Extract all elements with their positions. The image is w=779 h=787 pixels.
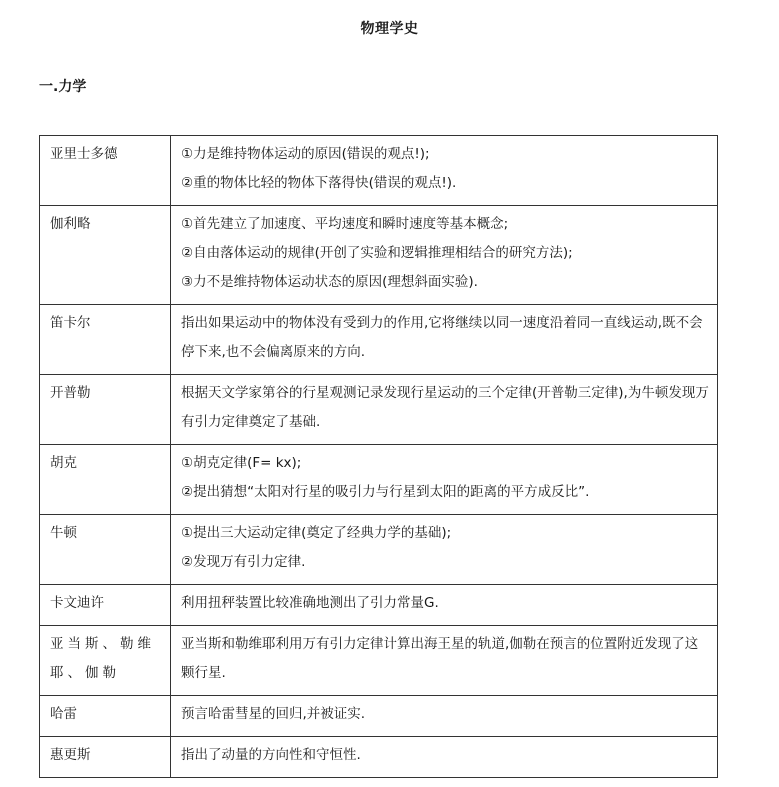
scientist-name: 惠更斯 (50, 747, 91, 763)
scientist-name-cell (40, 515, 171, 585)
contribution-cell (171, 445, 718, 515)
table-row (40, 206, 718, 305)
scientist-name-cell (40, 445, 171, 515)
table-row (40, 696, 718, 737)
scientist-name: 伽利略 (50, 216, 91, 232)
contribution-line: 指出了动量的方向性和守恒性. (181, 747, 361, 763)
contribution-cell (171, 206, 718, 305)
contribution-text: 根据天文学家第谷的行星观测记录发现行星运动的三个定律(开普勒三定律),为牛顿发现万有引力定律奠定了基础. (181, 385, 709, 430)
table-row (40, 585, 718, 626)
scientist-name: 亚里士多德 (50, 146, 118, 162)
contribution-text: 亚当斯和勒维耶利用万有引力定律计算出海王星的轨道,伽勒在预言的位置附近发现了这颗行星. (181, 636, 699, 681)
scientist-name-cell (40, 136, 171, 206)
contribution-line: ③力不是维持物体运动状态的原因(理想斜面实验). (181, 274, 478, 290)
contribution-cell (171, 626, 718, 696)
contribution-line: ②发现万有引力定律. (181, 554, 306, 570)
contribution-line: ①胡克定律(F= kx); (181, 455, 302, 471)
contribution-cell (171, 305, 718, 375)
scientist-name: 笛卡尔 (50, 315, 91, 331)
table-row (40, 515, 718, 585)
contribution-cell (171, 375, 718, 445)
contribution-line: ①提出三大运动定律(奠定了经典力学的基础); (181, 525, 452, 541)
section-heading-mechanics: 一.力学 (39, 79, 87, 95)
contribution-line: ②提出猜想“太阳对行星的吸引力与行星到太阳的距离的平方成反比”. (181, 484, 590, 500)
contribution-line: ①首先建立了加速度、平均速度和瞬时速度等基本概念; (181, 216, 509, 232)
scientist-name: 哈雷 (50, 706, 77, 722)
contribution-cell (171, 696, 718, 737)
contribution-cell (171, 585, 718, 626)
contribution-cell (171, 136, 718, 206)
scientist-name-cell (40, 206, 171, 305)
scientist-name-cell (40, 305, 171, 375)
scientist-name-cell (40, 737, 171, 778)
table-row (40, 445, 718, 515)
scientist-name-cell (40, 375, 171, 445)
physics-history-table (39, 135, 718, 778)
contribution-line: ①力是维持物体运动的原因(错误的观点!); (181, 146, 430, 162)
contribution-line: ②自由落体运动的规律(开创了实验和逻辑推理相结合的研究方法); (181, 245, 573, 261)
scientist-name-cell (40, 626, 171, 696)
scientist-name: 卡文迪许 (50, 595, 104, 611)
document-title: 物理学史 (360, 21, 419, 37)
contribution-line: ②重的物体比轻的物体下落得快(错误的观点!). (181, 175, 457, 191)
scientist-name-cell (40, 696, 171, 737)
table-row (40, 375, 718, 445)
table-row (40, 626, 718, 696)
scientist-name: 胡克 (50, 455, 77, 471)
scientist-name: 开普勒 (50, 385, 91, 401)
contribution-text: 指出如果运动中的物体没有受到力的作用,它将继续以同一速度沿着同一直线运动,既不会停下来,也不会偏离原来的方向. (181, 315, 703, 360)
table-row (40, 737, 718, 778)
contribution-cell (171, 737, 718, 778)
contribution-line: 预言哈雷彗星的回归,并被证实. (181, 706, 366, 722)
scientist-name: 亚当斯、勒维耶、伽勒 (50, 636, 155, 681)
table-row (40, 305, 718, 375)
scientist-name-cell (40, 585, 171, 626)
table-row (40, 136, 718, 206)
contribution-cell (171, 515, 718, 585)
scientist-name: 牛顿 (50, 525, 77, 541)
contribution-line: 利用扭秤装置比较准确地测出了引力常量G. (181, 595, 439, 611)
